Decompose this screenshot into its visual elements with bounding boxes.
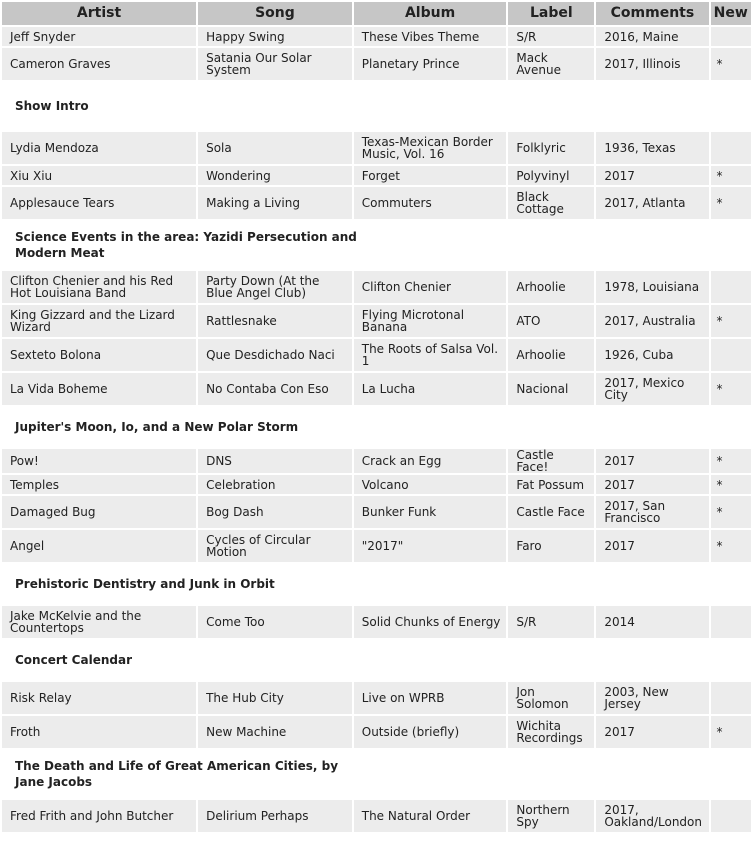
header-comments: Comments (596, 2, 708, 25)
cell-album: Live on WPRB (354, 682, 507, 714)
section-title (2, 750, 751, 798)
cell-comments: 2017 (596, 449, 708, 473)
cell-album: The Natural Order (354, 800, 507, 832)
track-row (2, 606, 751, 638)
cell-artist: Jake McKelvie and the Countertops (2, 606, 196, 638)
cell-song: Making a Living (198, 187, 352, 219)
cell-new: * (711, 496, 751, 528)
cell-new (711, 132, 751, 164)
cell-artist: Sexteto Bolona (2, 339, 196, 371)
cell-comments: 2017, Mexico City (596, 373, 708, 405)
cell-artist: Froth (2, 716, 196, 748)
cell-artist: Fred Frith and John Butcher (2, 800, 196, 832)
cell-label: Folklyric (508, 132, 594, 164)
header-song: Song (198, 2, 352, 25)
section-heading-row (2, 750, 751, 798)
header-label: Label (508, 2, 594, 25)
cell-artist: Cameron Graves (2, 48, 196, 80)
cell-song: Rattlesnake (198, 305, 352, 337)
cell-artist: Lydia Mendoza (2, 132, 196, 164)
section-title-text: Jupiter's Moon, Io, and a New Polar Storm (15, 420, 299, 434)
cell-artist: King Gizzard and the Lizard Wizard (2, 305, 196, 337)
cell-song: Sola (198, 132, 352, 164)
section-title (2, 640, 751, 680)
cell-song: New Machine (198, 716, 352, 748)
cell-comments: 1936, Texas (596, 132, 708, 164)
cell-artist: Pow! (2, 449, 196, 473)
cell-comments: 1978, Louisiana (596, 271, 708, 303)
cell-album: Crack an Egg (354, 449, 507, 473)
cell-label: Jon Solomon (508, 682, 594, 714)
cell-comments: 2017 (596, 716, 708, 748)
cell-comments: 2017, Australia (596, 305, 708, 337)
cell-song: DNS (198, 449, 352, 473)
cell-new (711, 271, 751, 303)
cell-comments: 2017, San Francisco (596, 496, 708, 528)
cell-label: Faro (508, 530, 594, 562)
cell-album: Clifton Chenier (354, 271, 507, 303)
cell-album: "2017" (354, 530, 507, 562)
cell-album: Texas-Mexican Border Music, Vol. 16 (354, 132, 507, 164)
cell-artist: Angel (2, 530, 196, 562)
cell-song: Bog Dash (198, 496, 352, 528)
cell-artist: Damaged Bug (2, 496, 196, 528)
header-new: New (711, 2, 751, 25)
playlist-header (2, 2, 751, 25)
cell-song: The Hub City (198, 682, 352, 714)
cell-comments: 2017 (596, 166, 708, 185)
cell-label: Polyvinyl (508, 166, 594, 185)
cell-comments: 2017, Illinois (596, 48, 708, 80)
cell-song: Celebration (198, 475, 352, 494)
cell-label: Mack Avenue (508, 48, 594, 80)
cell-new: * (711, 716, 751, 748)
cell-label: Fat Possum (508, 475, 594, 494)
track-row (2, 187, 751, 219)
cell-comments: 2017, Atlanta (596, 187, 708, 219)
cell-new: * (711, 530, 751, 562)
cell-album: Volcano (354, 475, 507, 494)
cell-song: Party Down (At the Blue Angel Club) (198, 271, 352, 303)
section-title (2, 564, 751, 604)
cell-album: The Roots of Salsa Vol. 1 (354, 339, 507, 371)
section-heading-row (2, 82, 751, 130)
track-row (2, 530, 751, 562)
cell-artist: Temples (2, 475, 196, 494)
header-artist: Artist (2, 2, 196, 25)
track-row (2, 475, 751, 494)
cell-label: S/R (508, 606, 594, 638)
cell-song: Delirium Perhaps (198, 800, 352, 832)
track-row (2, 271, 751, 303)
cell-comments: 2017 (596, 530, 708, 562)
cell-new: * (711, 187, 751, 219)
cell-artist: Jeff Snyder (2, 27, 196, 46)
cell-song: No Contaba Con Eso (198, 373, 352, 405)
track-row (2, 48, 751, 80)
cell-label: Castle Face! (508, 449, 594, 473)
cell-artist: Risk Relay (2, 682, 196, 714)
cell-new: * (711, 166, 751, 185)
cell-new: * (711, 48, 751, 80)
cell-album: Commuters (354, 187, 507, 219)
cell-song: Cycles of Circular Motion (198, 530, 352, 562)
section-heading-row (2, 564, 751, 604)
track-row (2, 27, 751, 46)
cell-artist: La Vida Boheme (2, 373, 196, 405)
cell-album: La Lucha (354, 373, 507, 405)
playlist-body (2, 27, 751, 832)
cell-label: Arhoolie (508, 271, 594, 303)
cell-new (711, 682, 751, 714)
cell-album: These Vibes Theme (354, 27, 507, 46)
cell-song: Satania Our Solar System (198, 48, 352, 80)
cell-song: Que Desdichado Naci (198, 339, 352, 371)
section-title-text: Show Intro (15, 99, 89, 113)
cell-comments: 2003, New Jersey (596, 682, 708, 714)
section-title (2, 221, 751, 269)
track-row (2, 682, 751, 714)
cell-comments: 1926, Cuba (596, 339, 708, 371)
cell-artist: Xiu Xiu (2, 166, 196, 185)
cell-comments: 2017, Oakland/London (596, 800, 708, 832)
cell-album: Solid Chunks of Energy (354, 606, 507, 638)
section-heading-row (2, 407, 751, 447)
cell-label: S/R (508, 27, 594, 46)
cell-new (711, 27, 751, 46)
cell-new (711, 339, 751, 371)
cell-artist: Applesauce Tears (2, 187, 196, 219)
track-row (2, 166, 751, 185)
section-heading-row (2, 640, 751, 680)
track-row (2, 716, 751, 748)
section-title-text: Prehistoric Dentistry and Junk in Orbit (15, 577, 275, 591)
header-row (2, 2, 751, 25)
cell-album: Bunker Funk (354, 496, 507, 528)
cell-new (711, 606, 751, 638)
cell-new: * (711, 449, 751, 473)
cell-label: Black Cottage (508, 187, 594, 219)
section-title-text: The Death and Life of Great American Cities, by Jane Jacobs (15, 759, 339, 789)
cell-new: * (711, 305, 751, 337)
track-row (2, 339, 751, 371)
header-album: Album (354, 2, 507, 25)
cell-album: Planetary Prince (354, 48, 507, 80)
track-row (2, 132, 751, 164)
cell-comments: 2014 (596, 606, 708, 638)
track-row (2, 305, 751, 337)
section-title-text: Science Events in the area: Yazidi Persecution and Modern Meat (15, 230, 357, 260)
cell-label: Castle Face (508, 496, 594, 528)
track-row (2, 496, 751, 528)
cell-label: ATO (508, 305, 594, 337)
track-row (2, 449, 751, 473)
track-row (2, 373, 751, 405)
cell-album: Flying Microtonal Banana (354, 305, 507, 337)
section-title-text: Concert Calendar (15, 653, 132, 667)
cell-song: Wondering (198, 166, 352, 185)
track-row (2, 800, 751, 832)
cell-new (711, 800, 751, 832)
cell-label: Nacional (508, 373, 594, 405)
cell-comments: 2017 (596, 475, 708, 494)
cell-album: Outside (briefly) (354, 716, 507, 748)
cell-label: Arhoolie (508, 339, 594, 371)
cell-comments: 2016, Maine (596, 27, 708, 46)
section-title (2, 82, 751, 130)
cell-song: Happy Swing (198, 27, 352, 46)
cell-new: * (711, 475, 751, 494)
cell-label: Wichita Recordings (508, 716, 594, 748)
section-title (2, 407, 751, 447)
cell-new: * (711, 373, 751, 405)
cell-label: Northern Spy (508, 800, 594, 832)
cell-artist: Clifton Chenier and his Red Hot Louisiana Band (2, 271, 196, 303)
section-heading-row (2, 221, 751, 269)
cell-song: Come Too (198, 606, 352, 638)
cell-album: Forget (354, 166, 507, 185)
